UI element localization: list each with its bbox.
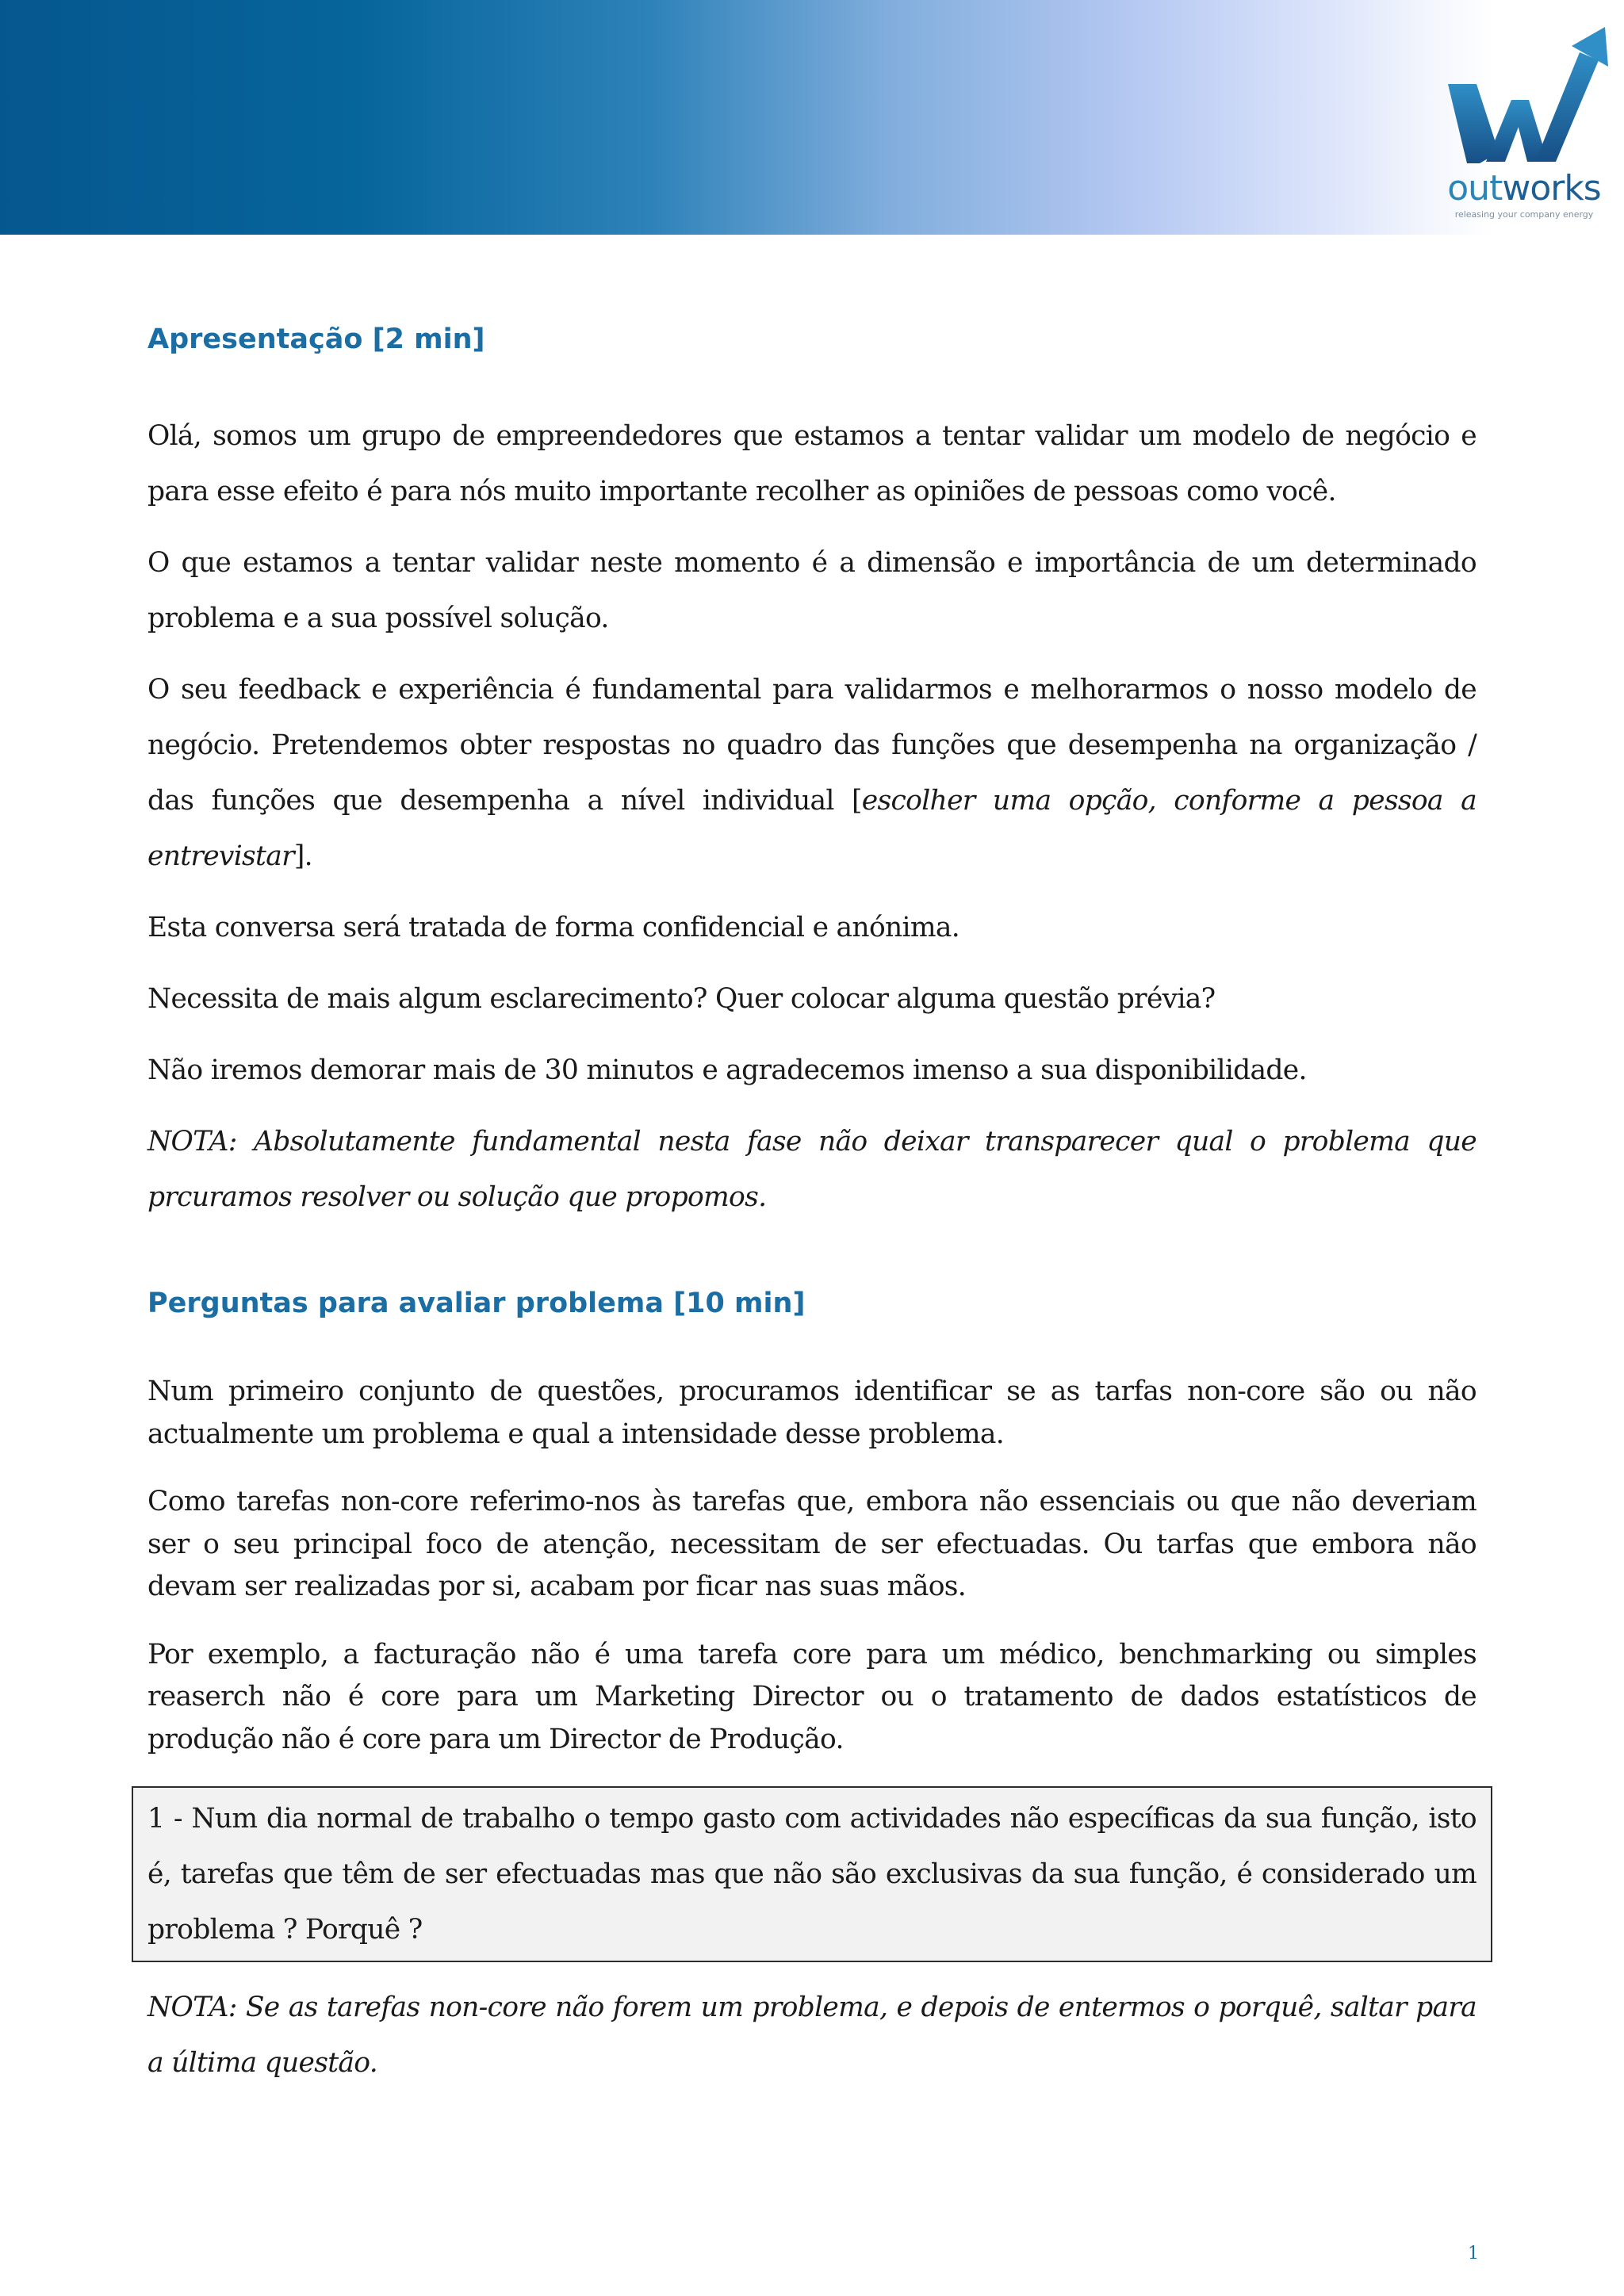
clarification-paragraph: Necessita de mais algum esclarecimento? Quer colocar alguma questão prévia? xyxy=(147,983,1216,1015)
header-banner xyxy=(0,0,1624,235)
problem-intro-paragraph: Num primeiro conjunto de questões, procuramos identificar se as tarfas non-core são ou não actualmente um problema e qual a intensidade desse problema. xyxy=(147,1376,1477,1450)
feedback-paragraph: O seu feedback e experiência é fundamental para validarmos e melhorarmos o nosso modelo de negócio. Pretendemos obter respostas no quadro das funções que desempenha na organização / das funções que desempenha a nível individual [escolher uma opção, conforme a pessoa a entrevistar]. xyxy=(147,674,1477,872)
page-number: 1 xyxy=(1468,2244,1479,2263)
document-body xyxy=(147,321,1477,2107)
confidentiality-paragraph: Esta conversa será tratada de forma confidencial e anónima. xyxy=(147,912,960,943)
non-core-definition-paragraph: Como tarefas non-core referimo-nos às tarefas que, embora não essenciais ou que não deveriam ser o seu principal foco de atenção, necessitam de ser efectuadas. Ou tarfas que embora não devam ser realizadas por si, acabam por ficar nas suas mãos. xyxy=(147,1486,1477,1602)
section-title-apresentacao: Apresentação [2 min] xyxy=(147,323,485,355)
question-1: 1 - Num dia normal de trabalho o tempo gasto com actividades não específicas da sua função, isto é, tarefas que têm de ser efectuadas mas que não são exclusivas da sua função, é considerado um problema ? Porquê ? xyxy=(147,1803,1477,1946)
validation-paragraph: O que estamos a tentar validar neste momento é a dimensão e importância de um determinado problema e a sua possível solução. xyxy=(147,547,1477,634)
skip-note: NOTA: Se as tarefas non-core não forem um problema, e depois de entermos o porquê, saltar para a última questão. xyxy=(147,1992,1477,2079)
outworks-logo xyxy=(1429,5,1619,232)
logo-wordmark: outworks xyxy=(1447,168,1601,209)
logo-tagline: releasing your company energy xyxy=(1454,209,1594,220)
intro-paragraph: Olá, somos um grupo de empreendedores que estamos a tentar validar um modelo de negócio e para esse efeito é para nós muito importante recolher as opiniões de pessoas como você. xyxy=(147,420,1477,507)
section-title-perguntas: Perguntas para avaliar problema [10 min] xyxy=(147,1288,806,1319)
question-box xyxy=(132,1786,1492,1962)
example-paragraph: Por exemplo, a facturação não é uma tarefa core para um médico, benchmarking ou simples reaserch não é core para um Marketing Director ou o tratamento de dados estatísticos de produção não é core para um Director de Produção. xyxy=(147,1638,1477,1755)
duration-paragraph: Não iremos demorar mais de 30 minutos e agradecemos imenso a sua disponibilidade. xyxy=(147,1054,1307,1086)
presentation-note: NOTA: Absolutamente fundamental nesta fase não deixar transparecer qual o problema que prcuramos resolver ou solução que propomos. xyxy=(147,1126,1477,1213)
logo-w-arrow-icon xyxy=(1429,5,1619,171)
interviewer-instruction: escolher uma opção, conforme a pessoa a entrevistar xyxy=(147,785,1477,872)
